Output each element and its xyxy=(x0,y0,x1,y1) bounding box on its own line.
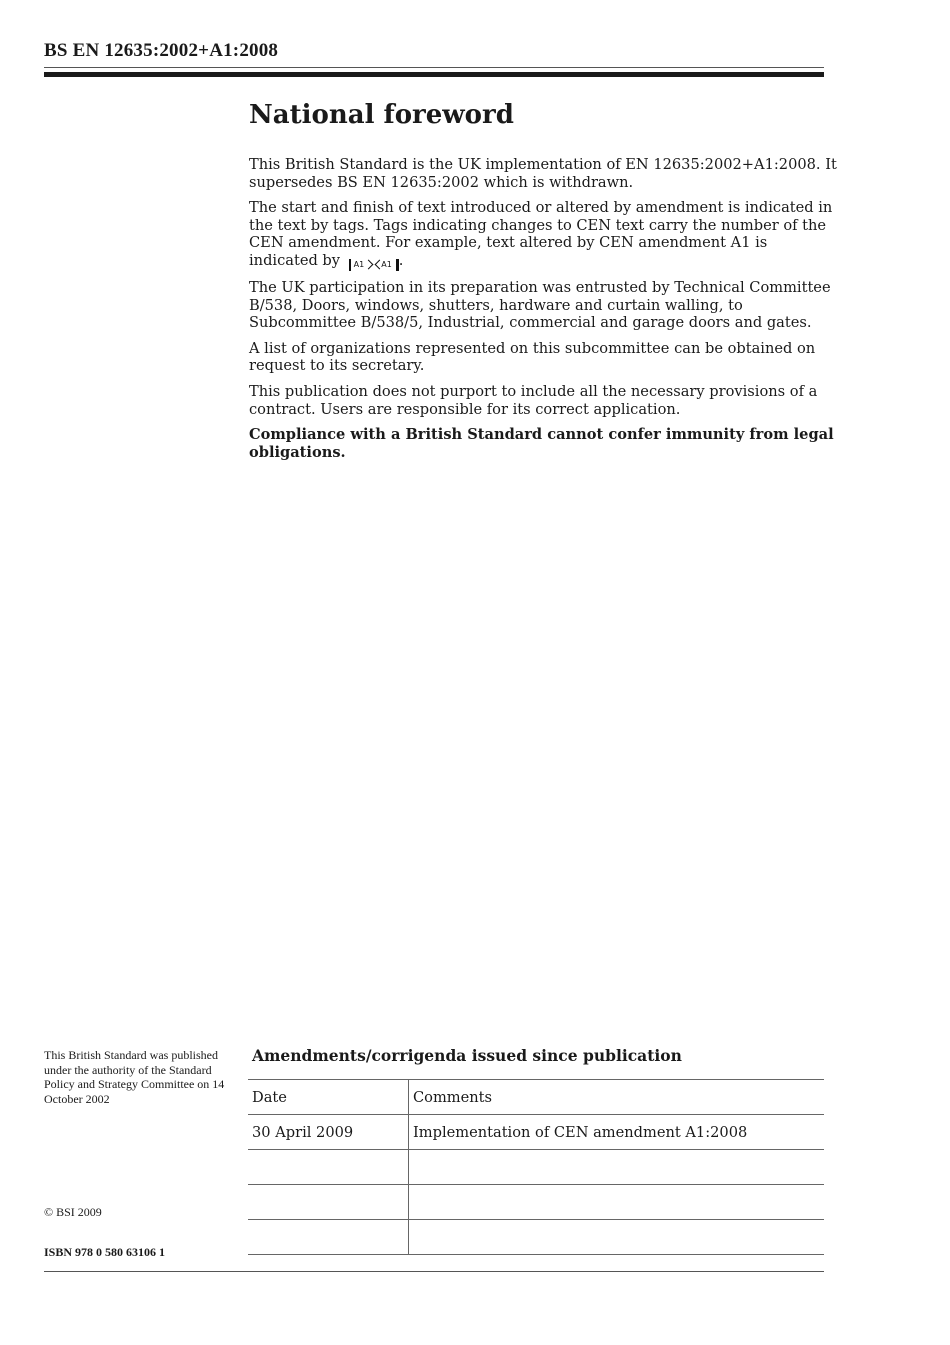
document-code: BS EN 12635:2002+A1:2008 xyxy=(44,40,279,61)
tags-text: The start and finish of text introduced or altered by amendment is indicated in the text by tags. Tags indicating changes to CEN text carry the number of the CEN amendment. For example, text altered by CEN amendment A1 is indicated by xyxy=(249,199,833,269)
foreword-title: National foreword xyxy=(249,100,514,130)
foreword-paragraph-compliance: Compliance with a British Standard cannot confer immunity from legal obligations. xyxy=(249,426,834,461)
table-row xyxy=(248,1115,824,1150)
cell-comment xyxy=(409,1220,825,1255)
table-row xyxy=(248,1220,824,1255)
amendments-table xyxy=(248,1079,824,1255)
header-rule-thin xyxy=(44,67,824,68)
foreword-paragraph-organizations: A list of organizations represented on this subcommittee can be obtained on request to its secretary. xyxy=(249,339,816,375)
amendment-close-tag-icon: A1 xyxy=(378,259,399,271)
national-foreword xyxy=(249,100,839,469)
isbn: ISBN 978 0 580 63106 1 xyxy=(44,1245,166,1259)
cell-date xyxy=(248,1220,409,1255)
copyright-notice: © BSI 2009 xyxy=(44,1205,102,1219)
publication-note: This British Standard was published under the authority of the Standard Policy and Strategy Committee on 14 October 2002 xyxy=(44,1048,225,1106)
column-header-date: Date xyxy=(248,1080,409,1115)
header-rule-thick xyxy=(44,72,824,77)
cell-date: 30 April 2009 xyxy=(248,1115,409,1150)
table-row xyxy=(248,1185,824,1220)
column-header-comments: Comments xyxy=(409,1080,825,1115)
cell-date xyxy=(248,1185,409,1220)
tags-period: . xyxy=(398,251,404,269)
foreword-paragraph-tags xyxy=(249,199,839,271)
table-row xyxy=(248,1150,824,1185)
amendment-open-tag-icon: A1 xyxy=(349,259,369,271)
cell-date xyxy=(248,1150,409,1185)
foreword-paragraph-implementation: This British Standard is the UK implementation of EN 12635:2002+A1:2008. It supersedes BS EN 12635:2002 which is withdrawn. xyxy=(249,156,837,191)
cell-comment xyxy=(409,1185,825,1220)
foreword-paragraph-committee: The UK participation in its preparation was entrusted by Technical Committee B/538, Doors, windows, shutters, hardware and curtain walling, to Subcommittee B/538/5, Industrial, commercial and garage doors and gates. xyxy=(249,278,831,332)
cell-comment: Implementation of CEN amendment A1:2008 xyxy=(409,1115,825,1150)
foreword-paragraph-provisions: This publication does not purport to include all the necessary provisions of a contract. Users are responsible for its correct application. xyxy=(249,382,818,418)
cell-comment xyxy=(409,1150,825,1185)
table-header-row xyxy=(248,1080,824,1115)
amendments-title: Amendments/corrigenda issued since publication xyxy=(252,1046,682,1065)
footer-rule xyxy=(44,1271,824,1272)
